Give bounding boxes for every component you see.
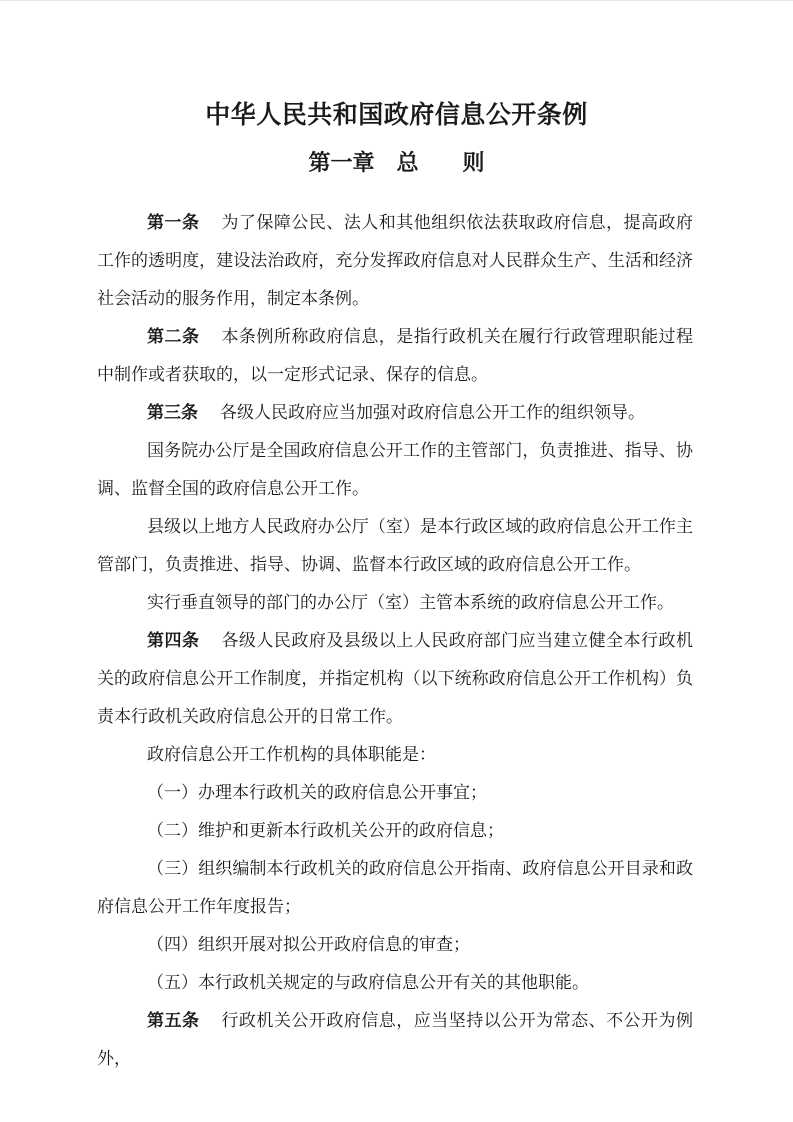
paragraph [97, 508, 693, 584]
article-number-label: 第二条 [147, 327, 200, 346]
paragraph-text: （三）组织编制本行政机关的政府信息公开指南、政府信息公开目录和政府信息公开工作年度报告； [97, 859, 693, 916]
paragraph [97, 850, 693, 926]
paragraph-text: 行政机关公开政府信息，应当坚持以公开为常态、不公开为例外， [97, 1011, 694, 1068]
paragraph-text: （五）本行政机关规定的与政府信息公开有关的其他职能。 [147, 973, 589, 992]
paragraph [97, 204, 693, 318]
paragraph [97, 432, 693, 508]
paragraph [97, 622, 693, 736]
paragraph-text: 县级以上地方人民政府办公厅（室）是本行政区域的政府信息公开工作主管部门，负责推进、指导、协调、监督本行政区域的政府信息公开工作。 [97, 517, 693, 574]
paragraph [97, 318, 693, 394]
paragraph-text: 为了保障公民、法人和其他组织依法获取政府信息，提高政府工作的透明度，建设法治政府，充分发挥政府信息对人民群众生产、生活和经济社会活动的服务作用，制定本条例。 [97, 213, 694, 308]
paragraph [97, 584, 693, 622]
paragraph-text: 本条例所称政府信息，是指行政机关在履行行政管理职能过程中制作或者获取的，以一定形式记录、保存的信息。 [97, 327, 694, 384]
paragraph [97, 926, 693, 964]
paragraph-text: 各级人民政府及县级以上人民政府部门应当建立健全本行政机关的政府信息公开工作制度，并指定机构（以下统称政府信息公开工作机构）负责本行政机关政府信息公开的日常工作。 [97, 631, 694, 726]
paragraph [97, 394, 693, 432]
paragraph-text: （二）维护和更新本行政机关公开的政府信息； [147, 821, 504, 840]
chapter-heading: 第一章 总 则 [308, 150, 485, 175]
paragraph-text: 实行垂直领导的部门的办公厅（室）主管本系统的政府信息公开工作。 [147, 593, 674, 612]
paragraph [97, 1002, 693, 1078]
paragraph-text: 国务院办公厅是全国政府信息公开工作的主管部门，负责推进、指导、协调、监督全国的政府信息公开工作。 [97, 441, 693, 498]
article-number-label: 第五条 [147, 1011, 200, 1030]
paragraph-text: （四）组织开展对拟公开政府信息的审查； [147, 935, 470, 954]
paragraph-text: （一）办理本行政机关的政府信息公开事宜； [147, 783, 487, 802]
paragraph [97, 774, 693, 812]
paragraph [97, 812, 693, 850]
article-number-label: 第四条 [147, 631, 200, 650]
paragraph-text: 各级人民政府应当加强对政府信息公开工作的组织领导。 [220, 403, 645, 422]
paragraph-text: 政府信息公开工作机构的具体职能是： [147, 745, 436, 764]
document-title: 中华人民共和国政府信息公开条例 [205, 102, 588, 129]
article-number-label: 第三条 [147, 403, 198, 422]
article-number-label: 第一条 [147, 213, 200, 232]
document-body [97, 204, 693, 1078]
paragraph [97, 736, 693, 774]
paragraph [97, 964, 693, 1002]
